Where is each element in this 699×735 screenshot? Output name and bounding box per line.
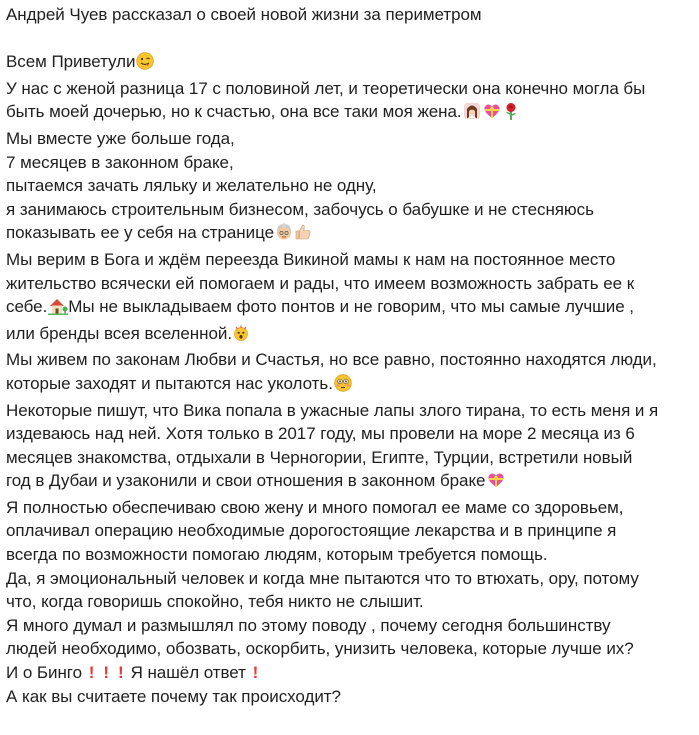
text-line: Я нашёл ответ xyxy=(130,663,246,683)
text-line: быть моей дочерью, но к счастью, она все таки моя жена. xyxy=(6,102,462,122)
text-line: месяцев знакомства, отдыхали в Черногории, Египте, Турции, встретили новый xyxy=(6,447,633,467)
text-line: издеваюсь над ней. Хотя только в 2017 году, мы провели на море 2 месяца из 6 xyxy=(6,424,635,444)
text-line-with-emoji xyxy=(6,221,693,248)
text-line: Мы живем по законам Любви и Счастья, но все равно, постоянно находятся люди, xyxy=(6,350,657,370)
exclamation-mark-icon: ! xyxy=(252,663,259,683)
text-line: жительство всячески ей помогаем и рады, что имеем возможность забрать ее к xyxy=(6,273,635,293)
house-with-garden-icon xyxy=(48,297,68,322)
bride-icon xyxy=(463,102,481,127)
old-woman-icon xyxy=(275,223,293,248)
text-line: себе. xyxy=(6,297,48,317)
text-line: И о Бинго xyxy=(6,663,82,683)
text-line: оплачивал операцию необходимые дорогостоящие лекарства и в принципе я xyxy=(6,521,617,541)
greeting-text: Всем Приветули xyxy=(6,52,136,72)
blank-line xyxy=(6,27,693,51)
text-line-with-emoji xyxy=(6,372,693,399)
heart-with-ribbon-icon xyxy=(482,102,502,127)
greeting-line xyxy=(6,50,693,77)
text-line: Мы верим в Бога и ждём переезда Викиной мамы к нам на постоянное место xyxy=(6,249,616,269)
text-line: я занимаюсь строительным бизнесом, забочусь о бабушке и не стесняюсь xyxy=(6,199,594,219)
text-line: 7 месяцев в законном браке, xyxy=(6,152,234,172)
text-line: У нас с женой разница 17 с половиной лет, и теоретически она конечно могла бы xyxy=(6,78,646,98)
rose-icon xyxy=(503,102,519,127)
exclamation-mark-icon: ! xyxy=(88,663,95,683)
text-line: Я много думал и размышлял по этому поводу , почему сегодня большинству xyxy=(6,615,611,635)
text-line-with-emoji xyxy=(6,100,693,127)
text-line: людей необходимо, обозвать, оскорбить, унизить человека, которые лучше их? xyxy=(6,639,634,659)
text-line-with-emoji xyxy=(6,469,693,496)
winking-tongue-face-icon xyxy=(136,52,154,77)
text-line: Некоторые пишут, что Вика попала в ужасные лапы злого тирана, то есть меня и я xyxy=(6,400,659,420)
text-line: всегда по возможности помогаю людям, которым требуется помощь. xyxy=(6,545,548,565)
thumbs-up-icon xyxy=(294,223,312,248)
text-line-with-emoji xyxy=(6,322,693,349)
heart-with-ribbon-icon xyxy=(486,471,506,496)
text-line: или бренды всея вселенной. xyxy=(6,323,233,343)
text-line: А как вы считаете почему так происходит? xyxy=(6,686,341,706)
text-line-with-emoji xyxy=(6,661,693,685)
astonished-face-icon xyxy=(233,324,249,349)
text-line: показывать ее у себя на странице xyxy=(6,223,274,243)
text-line: пытаемся зачать ляльку и желательно не одну, xyxy=(6,176,377,196)
text-line: что, когда говоришь спокойно, тебя никто не слышит. xyxy=(6,592,424,612)
text-line: год в Дубаи и узаконили и свои отношения в законном браке xyxy=(6,471,486,491)
text-line: Мы не выкладываем фото понтов и не говорим, что мы самые лучшие , xyxy=(68,297,634,317)
text-line-with-emoji xyxy=(6,295,693,322)
text-line: Я полностью обеспечиваю свою жену и много помогал ее маме со здоровьем, xyxy=(6,497,624,517)
exclamation-mark-icon: ! xyxy=(117,663,124,683)
text-line: Мы вместе уже больше года, xyxy=(6,128,235,148)
flushed-face-icon xyxy=(334,374,352,399)
text-line: которые заходят и пытаются нас уколоть. xyxy=(6,373,333,393)
post-title: Андрей Чуев рассказал о своей новой жизни за периметром xyxy=(6,5,482,24)
text-line: Да, я эмоциональный человек и когда мне пытаются что то втюхать, ору, потому xyxy=(6,568,639,588)
exclamation-mark-icon: ! xyxy=(103,663,109,683)
